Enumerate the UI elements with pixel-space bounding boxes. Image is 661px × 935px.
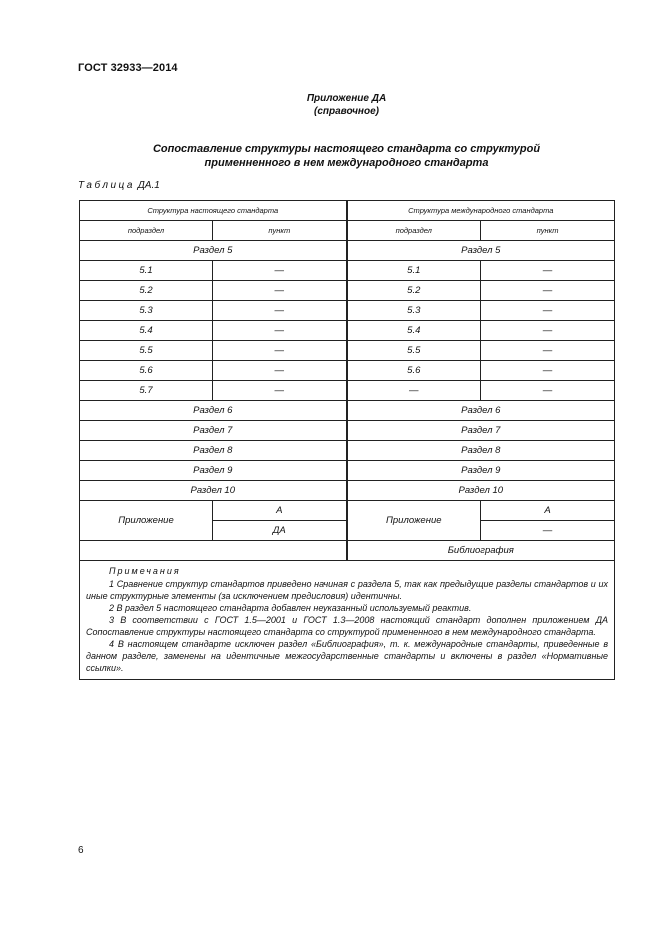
cell-left-clause: — — [213, 321, 347, 341]
cell-left-subsection: 5.4 — [80, 321, 213, 341]
cell-right-clause: — — [481, 301, 615, 321]
appendix-type: (справочное) — [314, 106, 379, 117]
cell-right-appendix-item: — — [481, 521, 615, 541]
cell-right-clause: — — [481, 361, 615, 381]
table-row — [80, 381, 615, 401]
note-item: 3 В соответствии с ГОСТ 1.5—2001 и ГОСТ 1.3—2008 настоящий стандарт дополнен приложением ДА Сопоставление структуры настоящего стандарта со структурой примененного в нем международного стандарта. — [86, 615, 609, 637]
cell-right-section: Раздел 6 — [347, 401, 615, 421]
cell-right-clause: — — [481, 341, 615, 361]
table-caption-id: ДА.1 — [137, 180, 160, 191]
cell-left-section: Раздел 6 — [80, 401, 347, 421]
cell-right-section: Раздел 5 — [347, 241, 615, 261]
subheader-right-subsection: подраздел — [347, 221, 481, 241]
cell-right-clause: — — [481, 261, 615, 281]
table-row-section-6 — [80, 401, 615, 421]
page-number: 6 — [78, 845, 84, 856]
table-row-section-7 — [80, 421, 615, 441]
table-row — [80, 341, 615, 361]
document-code: ГОСТ 32933—2014 — [78, 62, 178, 74]
cell-left-appendix-item: А — [213, 501, 347, 521]
cell-left-subsection: 5.2 — [80, 281, 213, 301]
cell-right-clause: — — [481, 381, 615, 401]
cell-right-subsection: 5.5 — [347, 341, 481, 361]
cell-left-subsection: 5.3 — [80, 301, 213, 321]
notes-heading: Примечания — [109, 566, 181, 576]
cell-left-subsection: 5.6 — [80, 361, 213, 381]
subheader-right-clause: пункт — [481, 221, 615, 241]
table-row — [80, 261, 615, 281]
cell-right-subsection: 5.6 — [347, 361, 481, 381]
cell-right-section: Раздел 9 — [347, 461, 615, 481]
table-row — [80, 301, 615, 321]
cell-left-clause: — — [213, 261, 347, 281]
table-row-section-9 — [80, 461, 615, 481]
cell-right-clause: — — [481, 281, 615, 301]
table-row — [80, 361, 615, 381]
table-subheader-row — [80, 221, 615, 241]
table-caption-word: Таблица — [78, 180, 135, 191]
cell-right-subsection: 5.3 — [347, 301, 481, 321]
cell-left-subsection: 5.1 — [80, 261, 213, 281]
comparison-table — [79, 200, 615, 680]
note-item: 2 В раздел 5 настоящего стандарта добавлен неуказанный используемый реактив. — [109, 603, 472, 613]
table-notes-row — [80, 561, 615, 680]
cell-right-appendix-item: А — [481, 501, 615, 521]
cell-left-clause: — — [213, 301, 347, 321]
cell-left-section: Раздел 9 — [80, 461, 347, 481]
cell-right-subsection: — — [347, 381, 481, 401]
appendix-title: Приложение ДА — [306, 93, 387, 104]
cell-left-section: Раздел 7 — [80, 421, 347, 441]
cell-left-clause: — — [213, 341, 347, 361]
table-row-section-10 — [80, 481, 615, 501]
header-international-structure: Структура международного стандарта — [347, 201, 615, 221]
header-current-structure: Структура настоящего стандарта — [80, 201, 347, 221]
table-row — [80, 321, 615, 341]
note-item: 1 Сравнение структур стандартов приведено начиная с раздела 5, так как предыдущие разделы стандартов и их иные структурные элементы (за исключением предисловия) идентичны. — [86, 579, 609, 601]
table-row — [80, 281, 615, 301]
cell-right-bibliography: Библиография — [347, 541, 615, 561]
cell-left-appendix-label: Приложение — [80, 501, 213, 541]
cell-right-subsection: 5.4 — [347, 321, 481, 341]
cell-right-section: Раздел 7 — [347, 421, 615, 441]
cell-right-subsection: 5.2 — [347, 281, 481, 301]
cell-left-section: Раздел 5 — [80, 241, 347, 261]
cell-left-clause: — — [213, 381, 347, 401]
table-row-section-5 — [80, 241, 615, 261]
table-caption — [78, 180, 160, 191]
cell-right-section: Раздел 10 — [347, 481, 615, 501]
cell-right-appendix-label: Приложение — [347, 501, 481, 541]
subheader-left-subsection: подраздел — [80, 221, 213, 241]
table-notes — [80, 561, 615, 680]
table-row-appendix — [80, 501, 615, 521]
note-item: 4 В настоящем стандарте исключен раздел «Библиография», т. к. международные стандарты, приведенные в данном разделе, заменены на идентичные межгосударственные стандарты и включены в раздел «Нормативные ссылки». — [86, 639, 609, 673]
cell-right-section: Раздел 8 — [347, 441, 615, 461]
cell-left-clause: — — [213, 281, 347, 301]
cell-left-subsection: 5.5 — [80, 341, 213, 361]
cell-left-clause: — — [213, 361, 347, 381]
cell-left-subsection: 5.7 — [80, 381, 213, 401]
cell-left-section: Раздел 8 — [80, 441, 347, 461]
cell-left-appendix-item: ДА — [213, 521, 347, 541]
cell-left-section: Раздел 10 — [80, 481, 347, 501]
cell-right-subsection: 5.1 — [347, 261, 481, 281]
table-row-bibliography — [80, 541, 615, 561]
table-header-row — [80, 201, 615, 221]
table-row-section-8 — [80, 441, 615, 461]
cell-right-clause: — — [481, 321, 615, 341]
section-title-line-2: применненного в нем международного стандарта — [204, 157, 489, 169]
section-title-line-1: Сопоставление структуры настоящего стандарта со структурой — [152, 143, 541, 155]
cell-left-bibliography — [80, 541, 347, 561]
subheader-left-clause: пункт — [213, 221, 347, 241]
